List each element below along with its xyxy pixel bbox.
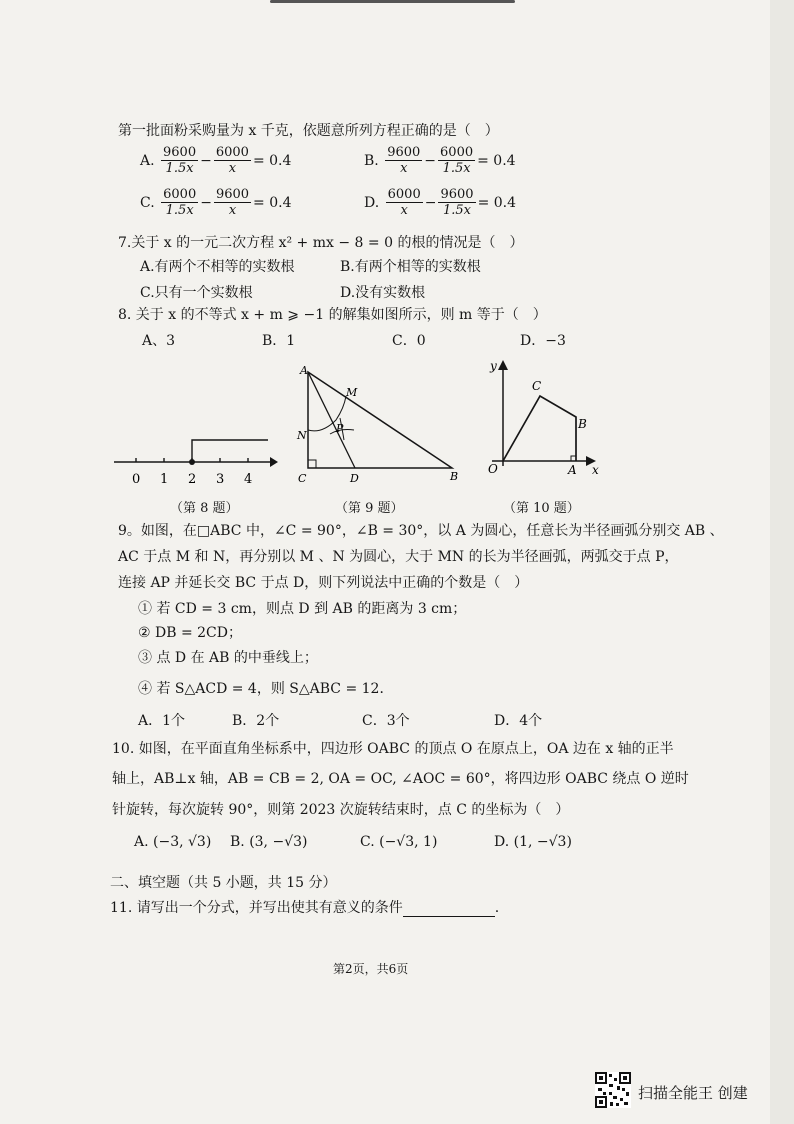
q10-stem-line2: 轴上，AB⊥x 轴，AB = CB = 2, OA = OC, ∠AOC = 60°，将四边形 OABC 绕点 O 逆时 [112,771,689,787]
label-b: B [578,417,587,431]
q6-option-d: D. $\frac{6000}{x}$ − $\frac{9600}{1.5x}$ = 0.4 [364,187,517,218]
q6-stem: 第一批面粉采购量为 x 千克，依题意所列方程正确的是（ ） [118,123,499,139]
q10-option-d: D. (1, −√3) [494,834,572,850]
q7-stem: 7.关于 x 的一元二次方程 x² + mx − 8 = 0 的根的情况是（ ） [118,235,524,251]
label-x: x [592,463,599,477]
label-c: C [532,379,542,393]
q8-option-c: C．0 [392,333,426,349]
label-c: C [298,472,307,485]
label-p: P [336,422,344,435]
q10-option-b: B. (3, −√3) [230,834,308,850]
q11-stem: 11. 请写出一个分式，并写出使其有意义的条件 . [110,900,500,916]
q7-option-a: A.有两个不相等的实数根 [140,259,295,275]
q9-option-c: C．3个 [362,713,410,729]
scan-right-edge [770,0,794,1124]
scanner-watermark: 扫描全能王 创建 [638,1084,748,1102]
qr-code-icon [595,1072,631,1108]
q6-option-a: A. $\frac{9600}{1.5x}$ − $\frac{6000}{x}$ = 0.4 [140,145,292,176]
label-a: A [568,463,577,477]
q9-option-d: D．4个 [494,713,543,729]
q8-stem: 8. 关于 x 的不等式 x + m ⩾ −1 的解集如图所示，则 m 等于（ ） [118,307,547,323]
numberline-arrow [270,457,278,467]
triangle-abc [308,372,452,468]
tick-label-3: 3 [216,472,225,487]
q6-option-b: B. $\frac{9600}{x}$ − $\frac{6000}{1.5x}$ = 0.4 [364,145,516,176]
q9-stem-line1: 9。如图，在□ABC 中，∠C = 90°，∠B = 30°，以 A 为圆心，任意长为半径画弧分别交 AB 、 [118,523,724,539]
label-d: D [350,472,359,485]
quadrilateral-oabc [503,396,576,461]
caption-q10: （第 10 题） [503,501,580,516]
label-n: N [297,429,307,442]
q10-stem-line3: 针旋转，每次旋转 90°，则第 2023 次旋转结束时，点 C 的坐标为（ ） [112,802,570,818]
y-axis-arrow [498,360,508,370]
label-m: M [346,386,358,399]
tick-label-0: 0 [132,472,141,487]
page-footer: 第2页，共6页 [333,962,409,976]
coordinate-figure [480,356,608,486]
tick-label-2: 2 [188,472,197,487]
numberline-figure [110,430,280,492]
q9-stem-line2: AC 于点 M 和 N，再分别以 M 、N 为圆心，大于 MN 的长为半径画弧，两弧交于点 P， [118,549,679,565]
q8-option-a: A、3 [142,333,176,349]
q7-option-d: D.没有实数根 [340,285,426,301]
caption-q9: （第 9 题） [335,501,404,516]
q9-item-2: ② DB = 2CD； [138,625,242,641]
q9-option-a: A．1个 [138,713,186,729]
q9-option-b: B．2个 [232,713,280,729]
section-2-heading: 二、填空题（共 5 小题，共 15 分） [110,875,337,891]
q9-item-4: ④ 若 S△ACD = 4，则 S△ABC = 12． [138,681,394,697]
tick-label-4: 4 [244,472,253,487]
q11-answer-blank [403,902,495,917]
q7-option-b: B.有两个相等的实数根 [340,259,481,275]
q10-option-a: A. (−3, √3) [134,834,212,850]
solution-ray [192,440,268,462]
q10-option-c: C. (−√3, 1) [360,834,438,850]
right-angle-mark-c [308,460,316,468]
caption-q8: （第 8 题） [170,501,239,516]
q9-stem-line3: 连接 AP 并延长交 BC 于点 D，则下列说法中正确的个数是（ ） [118,575,529,591]
label-y: y [490,359,497,373]
label-o: O [488,462,498,476]
label-b: B [450,470,459,483]
q8-option-d: D．−3 [520,333,566,349]
q8-option-b: B．1 [262,333,296,349]
q10-stem-line1: 10. 如图，在平面直角坐标系中，四边形 OABC 的顶点 O 在原点上，OA 边在 x 轴的正半 [112,741,674,757]
tick-label-1: 1 [160,472,169,487]
q7-option-c: C.只有一个实数根 [140,285,253,301]
triangle-figure [292,362,464,487]
q6-option-c: C. $\frac{6000}{1.5x}$ − $\frac{9600}{x}$ = 0.4 [140,187,292,218]
q9-item-3: ③ 点 D 在 AB 的中垂线上； [138,650,318,666]
scan-top-shadow [270,0,515,3]
q9-item-1: ① 若 CD = 3 cm，则点 D 到 AB 的距离为 3 cm； [138,601,467,617]
label-a: A [300,364,308,377]
